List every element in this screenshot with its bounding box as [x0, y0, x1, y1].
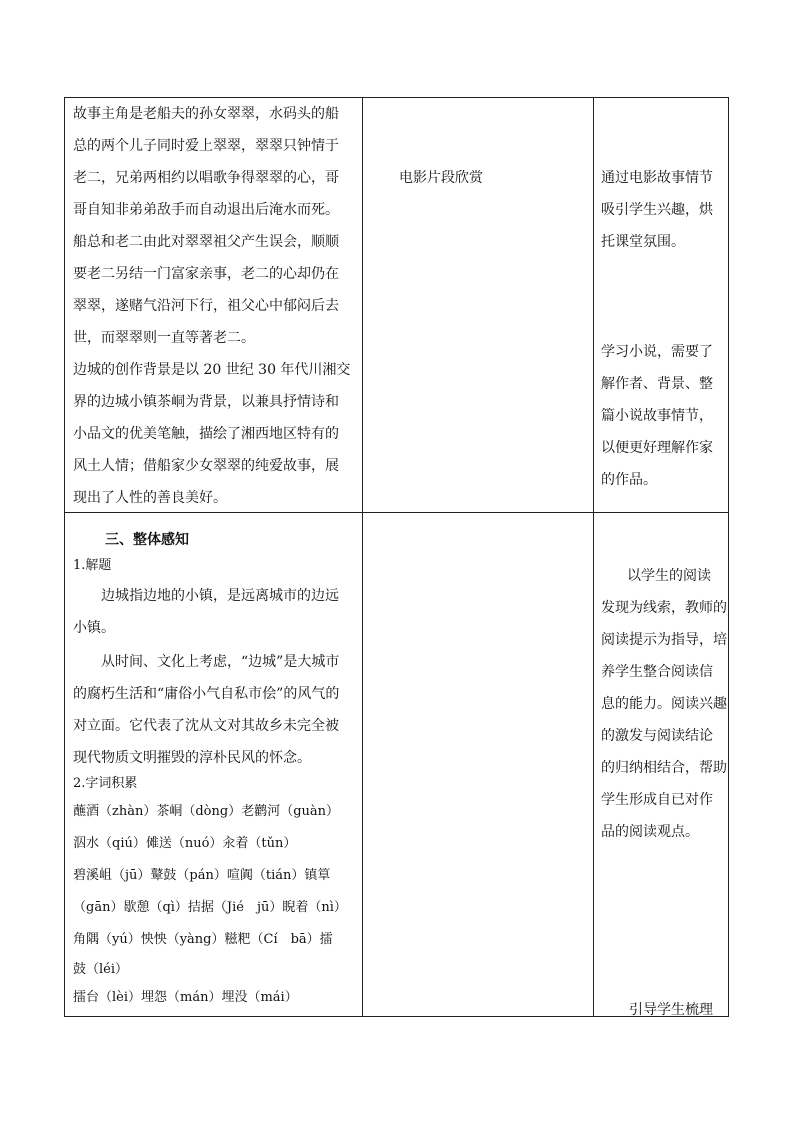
activity-film-clip: 电影片段欣赏: [399, 170, 483, 186]
vocab-line: 鼓（léi）: [73, 962, 129, 977]
intent-line: 品的阅读观点。: [601, 824, 699, 840]
summary-line: 翠翠，遂赌气沿河下行，祖父心中郁闷后去: [73, 298, 339, 314]
intent-line-bottom: 引导学生梳理: [629, 1002, 713, 1018]
intent-line: 学生形成自已对作: [601, 792, 713, 808]
intent-line: 吸引学生兴趣，烘: [601, 202, 713, 218]
paragraph-line: 边城指边地的小镇，是远离城市的边远: [101, 588, 339, 604]
intent-line: 的作品。: [601, 472, 657, 488]
paragraph-line: 对立面。它代表了沈从文对其故乡未完全被: [73, 718, 339, 734]
intent-line: 解作者、背景、整: [601, 376, 713, 392]
paragraph-line: 现代物质文明摧毁的淳朴民风的怀念。: [73, 750, 311, 766]
summary-line: 总的两个儿子同时爱上翠翠，翠翠只钟情于: [73, 138, 339, 154]
column-divider-2: [593, 98, 594, 1016]
vocab-line: 擂台（lèi）埋怨（mán）埋没（mái）: [73, 990, 298, 1005]
section-heading: 三、整体感知: [105, 532, 189, 548]
summary-line: 世，而翠翠则一直等著老二。: [73, 330, 255, 346]
paragraph-line: 小镇。: [73, 620, 115, 636]
vocab-line: 角隅（yú）怏怏（yàng）糍粑（Cí bā）擂: [73, 932, 333, 947]
vocab-line: 碧溪岨（jū）鼙鼓（pán）喧阗（tián）镇筸: [73, 868, 331, 883]
intent-line: 以便更好理解作家: [601, 440, 713, 456]
summary-line: 老二，兄弟两相约以唱歌争得翠翠的心，哥: [73, 170, 339, 186]
summary-line: 故事主角是老船夫的孙女翠翠，水码头的船: [73, 106, 339, 122]
column-divider-1: [362, 98, 363, 1016]
intent-line: 阅读提示为指导，培: [601, 632, 727, 648]
paragraph-line: 从时间、文化上考虑，“边城”是大城市: [101, 654, 340, 670]
intent-line: 的激发与阅读结论: [601, 728, 713, 744]
paragraph-line: 的腐朽生活和“庸俗小气自私市侩”的风气的: [73, 686, 340, 702]
vocab-line: （gān）歇憩（qì）拮据（Jié jū）睨着（nì）: [73, 900, 347, 915]
summary-line: 哥自知非弟弟敌手而自动退出后淹水而死。: [73, 202, 339, 218]
background-line: 现出了人性的善良美好。: [73, 490, 227, 506]
summary-line: 船总和老二由此对翠翠祖父产生误会，顺顺: [73, 234, 339, 250]
vocab-line: 泅水（qiú）傩送（nuó）汆着（tǔn）: [73, 836, 297, 851]
intent-line: 托课堂氛围。: [601, 234, 685, 250]
subheading-vocabulary: 2.字词积累: [73, 776, 138, 791]
vocab-line: 蘸酒（zhàn）茶峒（dòng）老鹳河（guàn）: [73, 804, 340, 819]
background-line: 风土人情；借船家少女翠翠的纯爱故事，展: [73, 458, 339, 474]
intent-line: 息的能力。阅读兴趣: [601, 696, 727, 712]
intent-line: 以学生的阅读: [627, 568, 711, 584]
summary-line: 要老二另结一门富家亲事，老二的心却仍在: [73, 266, 339, 282]
background-line: 界的边城小镇茶峒为背景，以兼具抒情诗和: [73, 394, 339, 410]
intent-line: 篇小说故事情节，: [601, 408, 713, 424]
intent-line: 通过电影故事情节: [601, 170, 713, 186]
intent-line: 养学生整合阅读信: [601, 664, 713, 680]
background-line: 边城的创作背景是以 20 世纪 30 年代川湘交: [73, 362, 351, 378]
background-line: 小品文的优美笔触，描绘了湘西地区特有的: [73, 426, 339, 442]
intent-line: 发现为线索，教师的: [601, 600, 727, 616]
subheading-title-analysis: 1.解题: [73, 558, 112, 573]
intent-line: 学习小说，需要了: [601, 344, 713, 360]
lesson-plan-table: [64, 97, 729, 1017]
intent-line: 的归纳相结合，帮助: [601, 760, 727, 776]
